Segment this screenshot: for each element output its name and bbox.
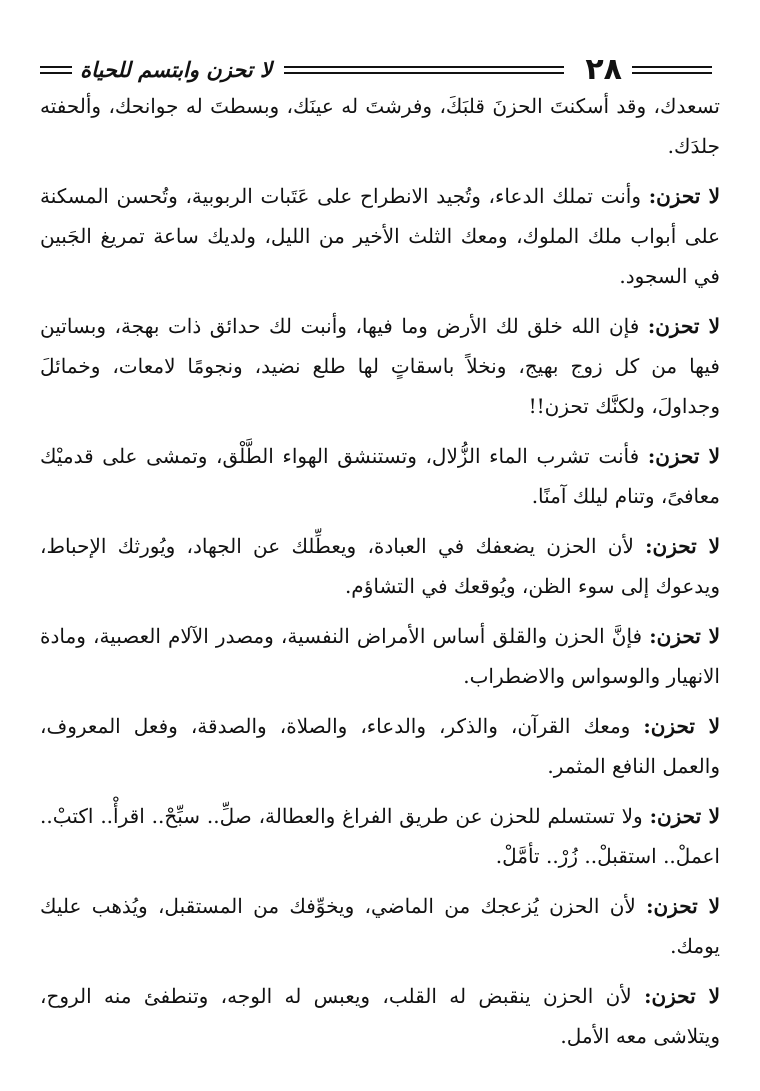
paragraph-text: فإنَّ الحزن والقلق أساس الأمراض النفسية، ومصدر الآلام العصبية، ومادة الانهيار والوسواس والاضطراب. (40, 624, 720, 688)
paragraph (40, 976, 720, 1056)
page-header (40, 52, 712, 88)
paragraph-lead: لا تحزن: (644, 984, 720, 1008)
paragraph-lead: لا تحزن: (645, 534, 721, 558)
page-number: ٢٨ (585, 52, 622, 87)
paragraph (40, 176, 720, 296)
paragraph-text: لأن الحزن يُزعجك من الماضي، ويخوِّفك من المستقبل، ويُذهب عليك يومك. (40, 894, 720, 958)
paragraph-text: لأن الحزن ينقبض له القلب، ويعبس له الوجه، وتنطفئ منه الروح، ويتلاشى معه الأمل. (40, 984, 720, 1048)
header-rule-left (40, 66, 72, 74)
header-rule-right (632, 66, 712, 74)
paragraph-text: تسعدك، وقد أسكنتَ الحزنَ قلبَكَ، وفرشتَ له عينَك، وبسطتَ له جوانحك، وألحفته جلدَك. (40, 94, 720, 158)
paragraph-lead: لا تحزن: (646, 894, 721, 918)
paragraph-text: وأنت تملك الدعاء، وتُجيد الانطراح على عَتَبات الربوبية، وتُحسن المسكنة على أبواب ملك الملوك، ومعك الثلث الأخير من الليل، ولديك ساعة تمريغ الجَبين في السجود. (40, 184, 720, 288)
paragraph-lead: لا تحزن: (647, 444, 721, 468)
running-title: لا تحزن وابتسم للحياة (80, 58, 272, 82)
paragraph-lead: لا تحزن: (649, 804, 721, 828)
paragraph-lead: لا تحزن: (648, 184, 721, 208)
paragraph (40, 436, 720, 516)
page-body (40, 86, 720, 1066)
paragraph (40, 616, 720, 696)
paragraph-text: ومعك القرآن، والذكر، والدعاء، والصلاة، والصدقة، وفعل المعروف، والعمل النافع المثمر. (40, 714, 720, 778)
paragraph-lead: لا تحزن: (649, 624, 721, 648)
paragraph (40, 526, 720, 606)
paragraph-lead: لا تحزن: (647, 314, 720, 338)
paragraph-text: ولا تستسلم للحزن عن طريق الفراغ والعطالة، صلِّ.. سبِّحْ.. اقرأْ.. اكتبْ.. اعملْ.. استقبلْ.. زُرْ.. تأمَّلْ. (40, 804, 720, 868)
paragraph-text: لأن الحزن يضعفك في العبادة، ويعطِّلك عن الجهاد، ويُورثك الإحباط، ويدعوك إلى سوء الظن، ويُوقعك في التشاؤم. (40, 534, 720, 598)
paragraph (40, 306, 720, 426)
paragraph (40, 706, 720, 786)
header-rule-middle (284, 66, 564, 74)
paragraph-text: فأنت تشرب الماء الزُّلال، وتستنشق الهواء الطَّلْق، وتمشى على قدميْك معافىً، وتنام ليلك آمنًا. (40, 444, 720, 508)
paragraph (40, 86, 720, 166)
paragraph (40, 796, 720, 876)
paragraph (40, 886, 720, 966)
paragraph-text: فإن الله خلق لك الأرض وما فيها، وأنبت لك حدائق ذات بهجة، وبساتين فيها من كل زوج بهيج، ونخلاً باسقاتٍ لها طلع نضيد، ونجومًا لامعات، وخمائلَ وجداولَ، ولكنَّك تحزن!! (40, 314, 720, 418)
paragraph-lead: لا تحزن: (643, 714, 720, 738)
